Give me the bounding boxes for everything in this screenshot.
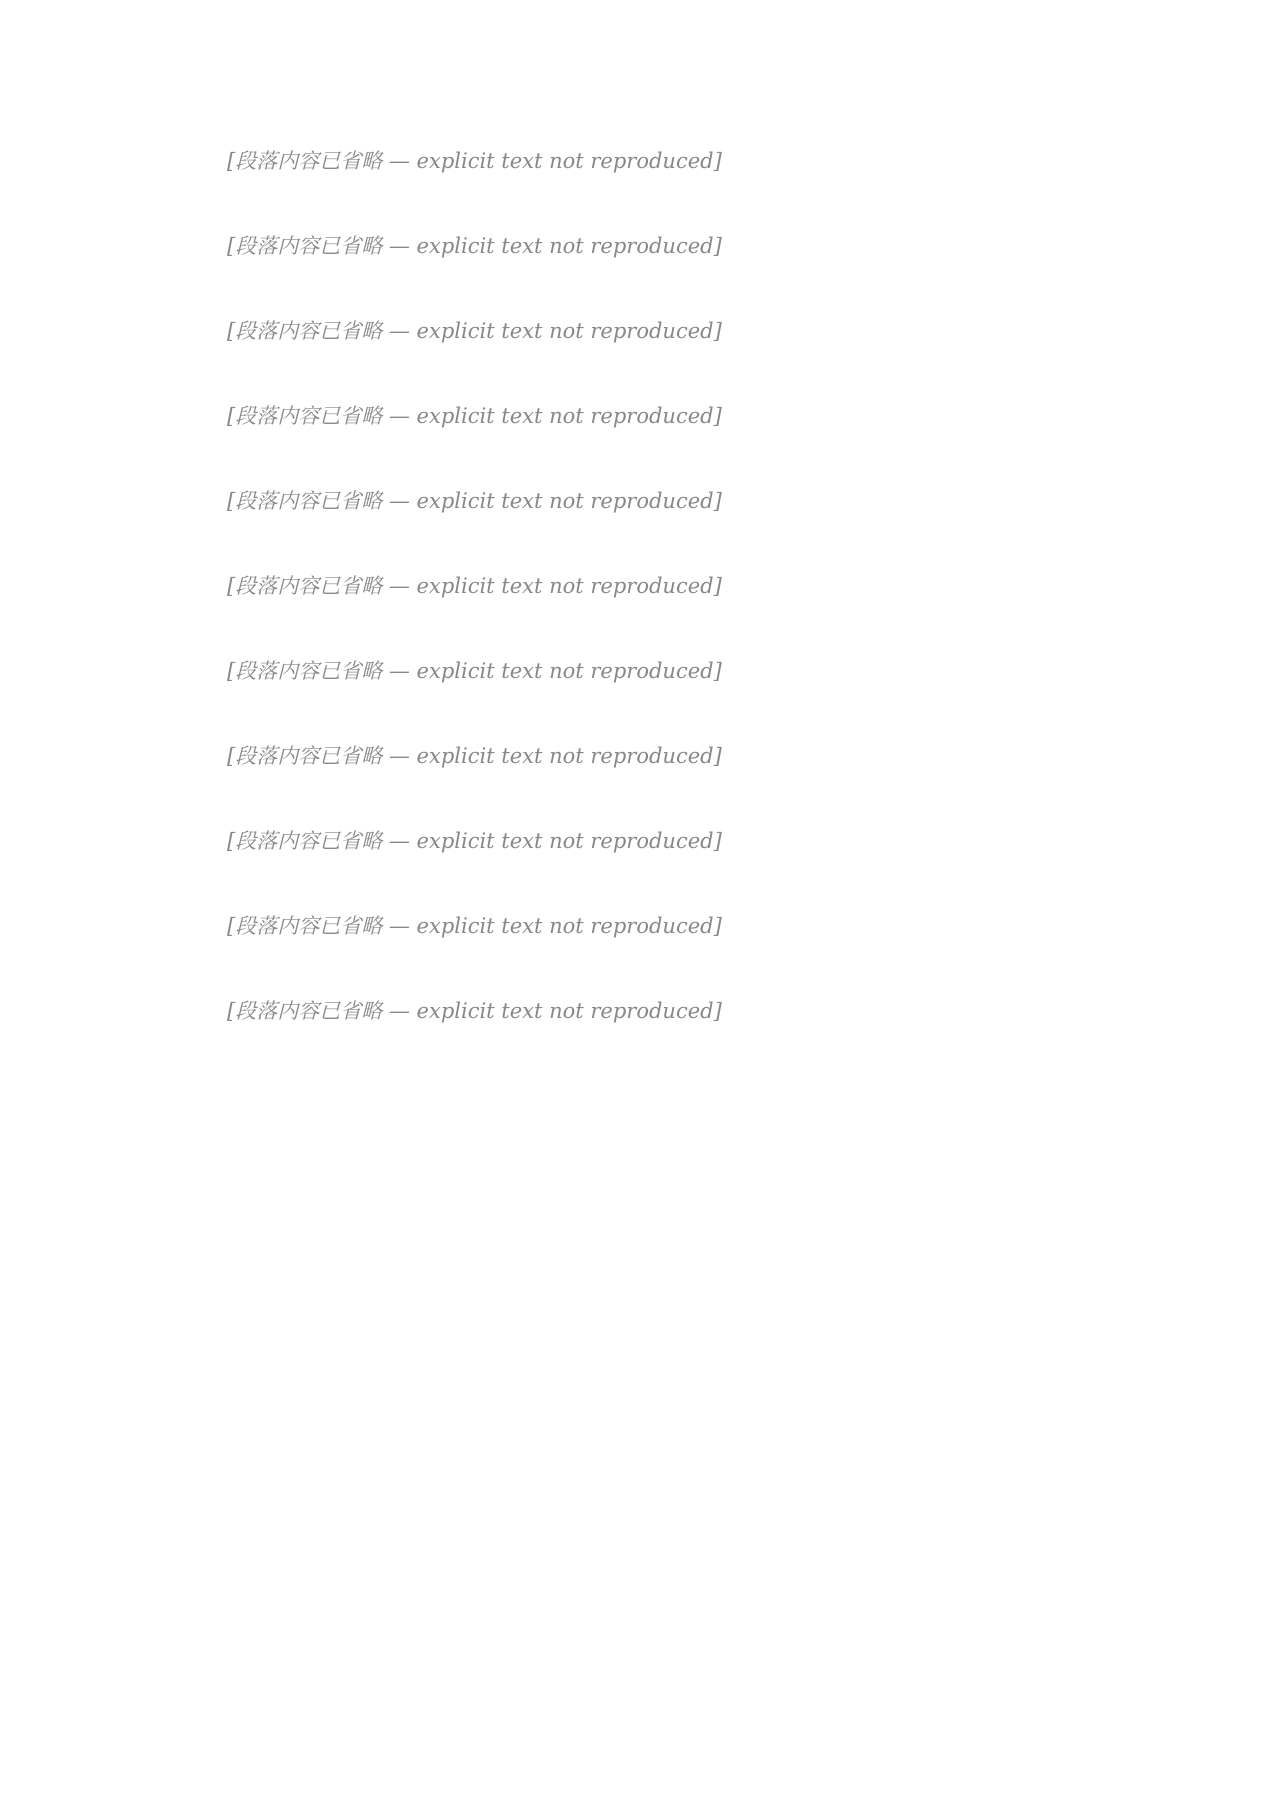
paragraph: [段落内容已省略 — explicit text not reproduced]	[227, 999, 722, 1024]
text-block	[185, 140, 1100, 1076]
paragraph: [段落内容已省略 — explicit text not reproduced]	[227, 404, 722, 429]
paragraph: [段落内容已省略 — explicit text not reproduced]	[227, 659, 722, 684]
paragraph: [段落内容已省略 — explicit text not reproduced]	[227, 574, 722, 599]
paragraph: [段落内容已省略 — explicit text not reproduced]	[227, 744, 722, 769]
paragraph: [段落内容已省略 — explicit text not reproduced]	[227, 914, 722, 939]
paragraph: [段落内容已省略 — explicit text not reproduced]	[227, 234, 722, 259]
paragraph: [段落内容已省略 — explicit text not reproduced]	[227, 829, 722, 854]
paragraph: [段落内容已省略 — explicit text not reproduced]	[227, 489, 722, 514]
paragraph: [段落内容已省略 — explicit text not reproduced]	[227, 319, 722, 344]
paragraph: [段落内容已省略 — explicit text not reproduced]	[227, 149, 722, 173]
